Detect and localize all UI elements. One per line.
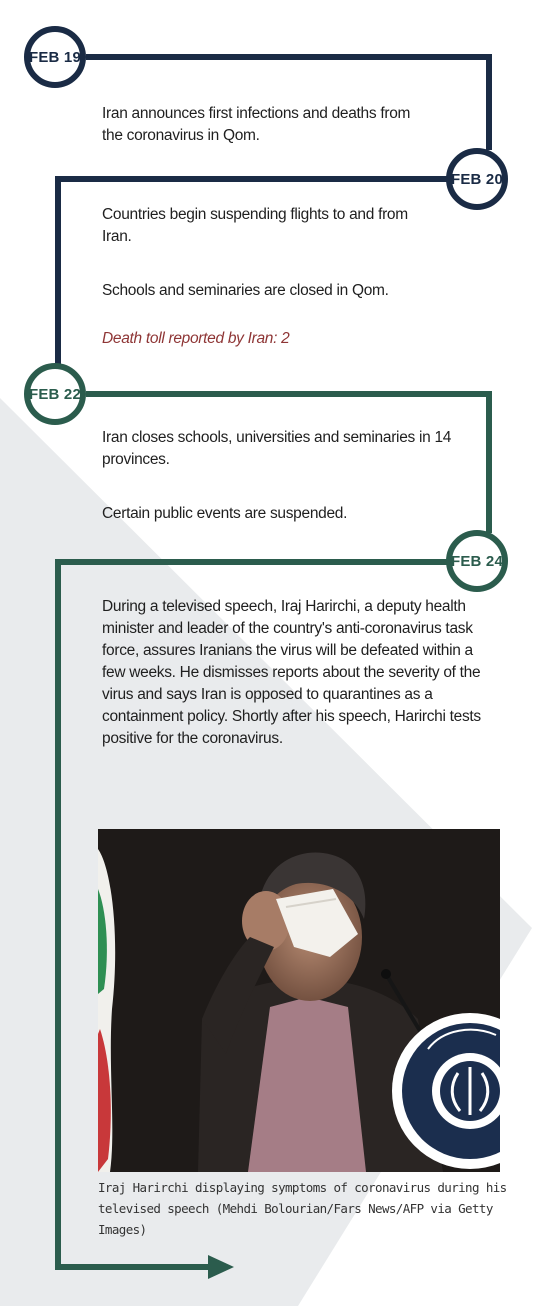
event-feb20-death-toll: Death toll reported by Iran: 2: [102, 330, 290, 347]
date-badge-feb22: FEB 22: [24, 363, 86, 425]
arrow-right-icon: [208, 1255, 234, 1279]
date-badge-feb20: FEB 20: [446, 148, 508, 210]
event-feb20-text-2: Schools and seminaries are closed in Qom.: [102, 282, 389, 299]
event-feb19-text: Iran announces first infections and deaths from the coronavirus in Qom.: [102, 105, 411, 144]
event-feb22-text-1: Iran closes schools, universities and seminaries in 14 provinces.: [102, 429, 452, 468]
photo-caption: Iraj Harirchi displaying symptoms of coronavirus during his televised speech (Mehdi Bolourian/Fars News/AFP via Getty Images): [98, 1180, 507, 1237]
event-feb20-text-1: Countries begin suspending flights to and from Iran.: [102, 206, 408, 245]
event-feb24-text: During a televised speech, Iraj Harirchi, a deputy health minister and leader of the country's anti-coronavirus task force, assures Iranians the virus will be defeated within a few weeks. He dismisses reports about the severity of the virus and says Iran is opposed to quarantines as a containment policy. Shortly after his speech, Harirchi tests positive for the coronavirus.: [102, 598, 481, 747]
date-badge-feb24: FEB 24: [446, 530, 508, 592]
harirchi-photo: [98, 829, 500, 1172]
event-feb22-text-2: Certain public events are suspended.: [102, 505, 348, 522]
date-badge-feb19: FEB 19: [24, 26, 86, 88]
